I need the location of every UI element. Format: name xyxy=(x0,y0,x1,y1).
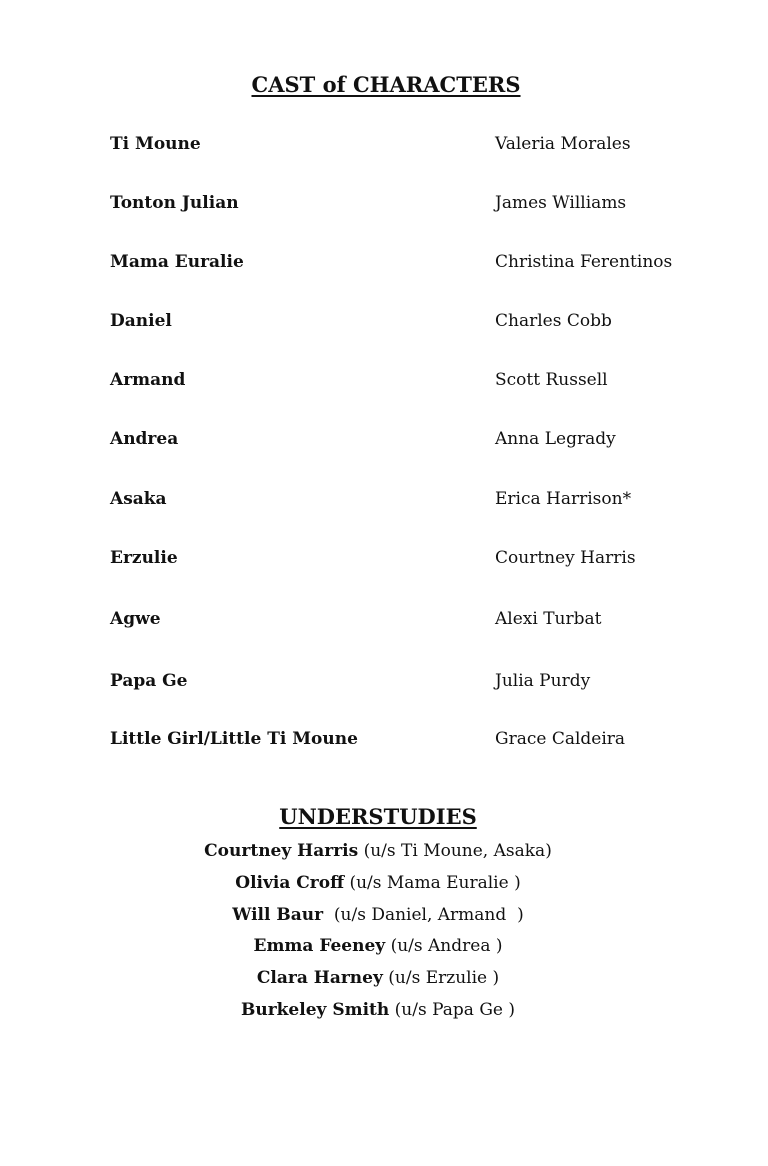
cast-row xyxy=(0,548,768,572)
actor-name: Alexi Turbat xyxy=(495,609,602,629)
cast-row xyxy=(0,489,768,513)
understudy-line xyxy=(0,936,756,956)
understudy-name: Olivia Croff xyxy=(235,873,345,893)
actor-name: Anna Legrady xyxy=(495,429,616,449)
understudy-name: Will Baur xyxy=(232,905,324,925)
actor-name: Erica Harrison* xyxy=(495,489,632,509)
understudy-line xyxy=(0,873,756,893)
actor-name: Courtney Harris xyxy=(495,548,636,568)
cast-row xyxy=(0,193,768,217)
understudy-line xyxy=(0,841,756,861)
understudy-name: Emma Feeney xyxy=(253,936,386,956)
cast-row xyxy=(0,134,768,158)
understudy-name: Courtney Harris xyxy=(204,841,359,861)
understudy-line xyxy=(0,905,756,925)
role-name: Agwe xyxy=(110,609,161,629)
cast-row xyxy=(0,609,768,633)
cast-row xyxy=(0,311,768,335)
understudy-name: Clara Harney xyxy=(256,968,383,988)
understudy-covers: (u/s Mama Euralie ) xyxy=(344,873,521,893)
role-name: Papa Ge xyxy=(110,671,188,691)
actor-name: Grace Caldeira xyxy=(495,729,626,749)
role-name: Daniel xyxy=(110,311,172,331)
understudies-title: UNDERSTUDIES xyxy=(279,804,477,829)
actor-name: James Williams xyxy=(495,193,627,213)
understudy-name: Burkeley Smith xyxy=(240,1000,390,1020)
cast-row xyxy=(0,429,768,453)
understudy-covers: (u/s Andrea ) xyxy=(385,936,503,956)
cast-row xyxy=(0,729,768,753)
actor-name: Julia Purdy xyxy=(495,671,591,691)
cast-row xyxy=(0,671,768,695)
role-name: Tonton Julian xyxy=(110,193,239,213)
understudy-covers: (u/s Ti Moune, Asaka) xyxy=(358,841,552,861)
understudy-covers: (u/s Papa Ge ) xyxy=(389,1000,516,1020)
actor-name: Christina Ferentinos xyxy=(495,252,673,272)
actor-name: Valeria Morales xyxy=(495,134,631,154)
actor-name: Scott Russell xyxy=(495,370,608,390)
cast-row xyxy=(0,252,768,276)
role-name: Andrea xyxy=(110,429,179,449)
understudy-covers: (u/s Daniel, Armand ) xyxy=(323,905,524,925)
role-name: Armand xyxy=(110,370,186,390)
role-name: Erzulie xyxy=(110,548,178,568)
role-name: Little Girl/Little Ti Moune xyxy=(110,729,358,749)
cast-title: CAST of CHARACTERS xyxy=(251,72,521,97)
role-name: Ti Moune xyxy=(110,134,201,154)
role-name: Mama Euralie xyxy=(110,252,244,272)
cast-row xyxy=(0,370,768,394)
role-name: Asaka xyxy=(110,489,167,509)
understudy-line xyxy=(0,968,756,988)
understudy-covers: (u/s Erzulie ) xyxy=(382,968,500,988)
actor-name: Charles Cobb xyxy=(495,311,612,331)
understudy-line xyxy=(0,1000,756,1020)
